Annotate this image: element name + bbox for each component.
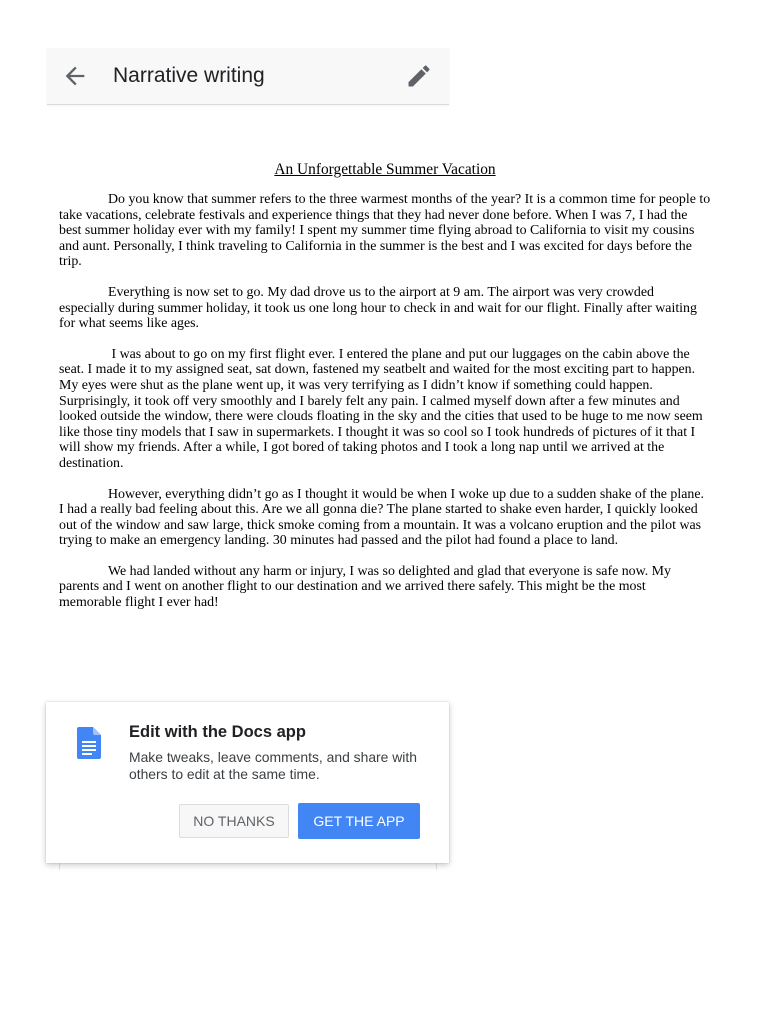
card-backdrop-edge	[59, 862, 437, 870]
document-heading: An Unforgettable Summer Vacation	[274, 161, 496, 178]
back-button[interactable]	[61, 62, 89, 90]
edit-pencil-icon	[405, 62, 433, 90]
document-content	[59, 161, 711, 626]
paragraph-1: Do you know that summer refers to the three warmest months of the year? It is a common time for people to take vacations, celebrate festivals and experience things that they had never done before. When I was 7, I had the best summer holiday ever with my family! I spent my summer time flying abroad to California to visit my cousins and aunt. Personally, I think traveling to California in the summer is the best and I was excited for days before the trip.	[59, 192, 711, 270]
no-thanks-button[interactable]: NO THANKS	[179, 804, 289, 838]
document-title-header: Narrative writing	[113, 64, 265, 87]
paragraph-2: Everything is now set to go. My dad drove us to the airport at 9 am. The airport was very crowded especially during summer holiday, it took us one long hour to check in and wait for our flight. Finally after waiting for what seems like ages.	[59, 284, 697, 332]
promo-heading: Edit with the Docs app	[129, 723, 306, 741]
google-docs-icon	[77, 727, 101, 759]
arrow-back-icon	[61, 62, 89, 90]
paragraph-4: However, everything didn’t go as I thought it would be when I woke up due to a sudden shake of the plane. I had a really bad feeling about this. Are we all gonna die? The plane started to shake even harder, I quickly looked out of the window and saw large, thick smoke coming from a mountain. It was a volcano eruption and the pilot was trying to make an emergency landing. 30 minutes had passed and the pilot had found a place to land.	[59, 486, 704, 549]
promo-description: Make tweaks, leave comments, and share with others to edit at the same time.	[129, 749, 417, 782]
paragraph-3: I was about to go on my first flight ever. I entered the plane and put our luggages on the cabin above the seat. I made it to my assigned seat, sat down, fastened my seatbelt and waited for the most exciting part to happen. My eyes were shut as the plane went up, it was very terrifying as I didn’t know if something could happen. Surprisingly, it took off very smoothly and I barely felt any pain. I calmed myself down after a few minutes and looked outside the window, there were clouds floating in the sky and the cities that used to be huge to me now seem like those tiny models that I saw in supermarkets. I thought it was so cool so I took hundreds of pictures of it that I will show my friends. After a while, I got bored of taking photos and I took a long nap until we arrived at the destination.	[59, 346, 707, 471]
docs-app-promo-card	[46, 702, 449, 863]
paragraph-5: We had landed without any harm or injury, I was so delighted and glad that everyone is safe now. My parents and I went on another flight to our destination and we arrived there safely. This might be the most memorable flight I ever had!	[59, 563, 671, 611]
edit-button[interactable]	[405, 62, 433, 90]
app-bar	[47, 48, 449, 105]
get-the-app-button[interactable]: GET THE APP	[298, 803, 420, 839]
